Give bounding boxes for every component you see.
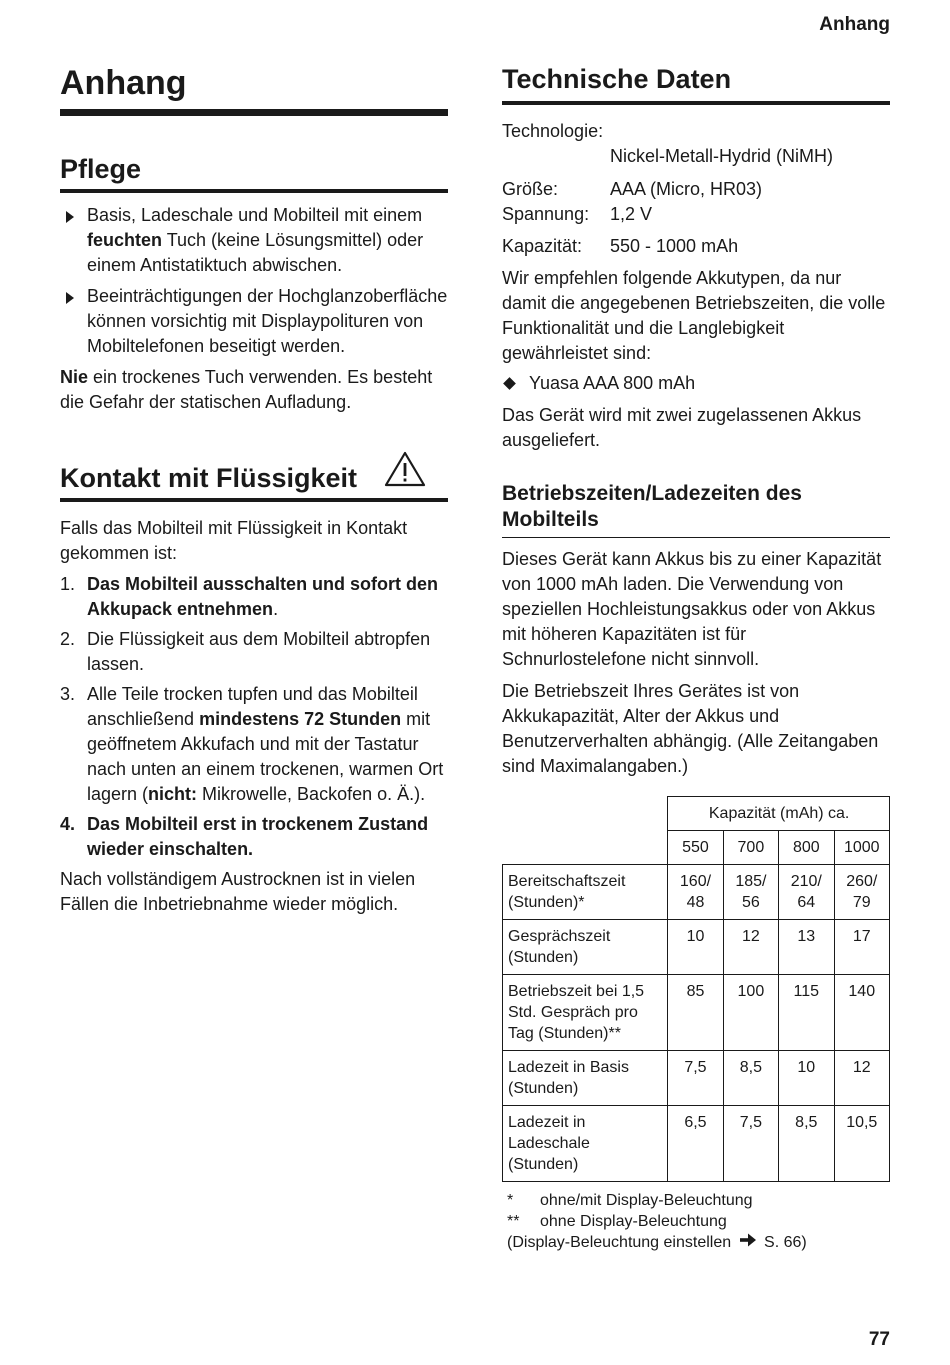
step-number: 4. <box>60 814 76 834</box>
table-cell: 160/ 48 <box>668 865 723 920</box>
list-item <box>60 284 448 359</box>
step-number: 1. <box>60 574 76 594</box>
table-cell: 8,5 <box>779 1106 834 1182</box>
table-cell: 12 <box>834 1051 889 1106</box>
table-cell: 140 <box>834 975 889 1051</box>
runtime-paragraph-2: Die Betriebszeit Ihres Gerätes ist von Akkukapazität, Alter der Akkus und Benutzerverhalten abhängig. (Alle Zeitangaben sind Maximalangaben.) <box>502 681 879 776</box>
row-label: Bereitschaftszeit (Stunden)* <box>503 865 668 920</box>
fluessigkeit-steps <box>60 572 448 862</box>
step-text: Die Flüssigkeit aus dem Mobilteil abtropfen lassen. <box>87 629 431 674</box>
table-cell: 115 <box>779 975 834 1051</box>
table-cell: 7,5 <box>723 1106 778 1182</box>
column-header: 1000 <box>834 831 889 865</box>
list-item <box>60 572 448 622</box>
bullet-text: Tuch (keine Lösungsmittel) oder einem Antistatiktuch abwischen. <box>87 230 424 275</box>
note-emphasis: Nie <box>60 367 89 387</box>
table-footnotes <box>502 1190 890 1253</box>
table-row <box>503 1106 890 1182</box>
right-column <box>502 60 890 1253</box>
battery-type: Yuasa AAA 800 mAh <box>529 373 696 393</box>
bullet-text: Beeinträchtigungen der Hochglanzoberfläche können vorsichtig mit Displaypolituren von Mobiltelefonen beseitigt werden. <box>87 286 448 356</box>
fluessigkeit-outro: Nach vollständigem Austrocknen ist in vielen Fällen die Inbetriebnahme wieder möglich. <box>60 869 416 914</box>
table-cell: 10 <box>779 1051 834 1106</box>
step-text: . <box>273 599 279 619</box>
footnote-mark: * <box>507 1192 514 1209</box>
table-cell: 10,5 <box>834 1106 889 1182</box>
left-column <box>60 60 448 917</box>
warning-icon <box>384 451 426 492</box>
table-cell: 85 <box>668 975 723 1051</box>
spec-label: Größe: <box>502 179 559 199</box>
spec-value: AAA (Micro, HR03) <box>610 179 763 199</box>
table-row <box>503 1051 890 1106</box>
section-title-betriebszeiten: Betriebszeiten/Ladezeiten des Mobilteils <box>502 481 890 538</box>
footnote <box>507 1190 890 1211</box>
table-column-header-row <box>503 831 890 865</box>
step-emphasis: Das Mobilteil ausschalten und sofort den Akkupack entnehmen <box>87 574 439 619</box>
bullet-diamond-icon <box>503 377 516 390</box>
bullet-text: Basis, Ladeschale und Mobilteil mit einem <box>87 205 423 225</box>
delivered-text: Das Gerät wird mit zwei zugelassenen Akkus ausgeliefert. <box>502 405 862 450</box>
page-title: Anhang <box>60 60 448 116</box>
table-row <box>503 865 890 920</box>
footnote-ref-text: (Display-Beleuchtung einstellen <box>507 1234 732 1251</box>
column-header: 550 <box>668 831 723 865</box>
footnote-text: ohne/mit Display-Beleuchtung <box>540 1192 753 1209</box>
column-header: 700 <box>723 831 778 865</box>
table-corner <box>503 831 668 865</box>
list-item <box>60 682 448 807</box>
spec-row-kapazitaet <box>502 234 890 259</box>
step-text: Das Mobilteil erst in trockenem Zustand wieder einschalten. <box>87 814 429 859</box>
table-cell: 10 <box>668 920 723 975</box>
note-text: ein trockenes Tuch verwenden. Es besteht die Gefahr der statischen Aufladung. <box>60 367 433 412</box>
spec-label-technologie: Technologie: <box>502 121 604 141</box>
recommend-text: Wir empfehlen folgende Akkutypen, da nur damit die angegebenen Betriebszeiten, die volle Funktionalität und die Langlebigkeit gewährleistet sind: <box>502 268 886 363</box>
table-corner <box>503 797 668 831</box>
table-row <box>503 920 890 975</box>
table-cell: 7,5 <box>668 1051 723 1106</box>
spec-list <box>502 119 890 259</box>
runtime-paragraph-1: Dieses Gerät kann Akkus bis zu einer Kapazität von 1000 mAh laden. Die Verwendung von speziellen Hochleistungsakkus oder von Akkus mit höheren Kapazitäten ist für Schnurlostelefone nicht sinnvoll. <box>502 549 882 669</box>
row-label: Gesprächszeit (Stunden) <box>503 920 668 975</box>
section-title-technische-daten: Technische Daten <box>502 60 890 105</box>
spec-value-technologie: Nickel-Metall-Hydrid (NiMH) <box>610 146 834 166</box>
row-label: Betriebszeit bei 1,5 Std. Gespräch pro Tag (Stunden)** <box>503 975 668 1051</box>
capacity-table <box>502 796 890 1182</box>
step-emphasis: mindestens 72 Stunden <box>199 709 402 729</box>
step-emphasis: nicht: <box>148 784 198 804</box>
spec-row-spannung <box>502 202 890 227</box>
page-number: 77 <box>868 1329 890 1350</box>
spec-label: Spannung: <box>502 204 590 224</box>
table-cell: 210/ 64 <box>779 865 834 920</box>
bullet-triangle-icon <box>66 211 74 223</box>
list-item <box>502 371 890 396</box>
bullet-triangle-icon <box>66 292 74 304</box>
table-cell: 6,5 <box>668 1106 723 1182</box>
pflege-list <box>60 203 448 359</box>
footnote-text: ohne Display-Beleuchtung <box>540 1213 727 1230</box>
step-text: Alle Teile trocken tupfen und das Mobilteil anschließend <box>87 684 418 729</box>
list-item <box>60 203 448 278</box>
step-text: mit geöffnetem Akkufach und mit der Tastatur nach unten an einem trockenen, warmen Ort lagern ( <box>87 709 444 804</box>
step-number: 2. <box>60 629 76 649</box>
row-label: Ladezeit in Basis (Stunden) <box>503 1051 668 1106</box>
table-group-header: Kapazität (mAh) ca. <box>668 797 890 831</box>
section-title-fluessigkeit: Kontakt mit Flüssigkeit <box>60 463 358 493</box>
footnote-reference <box>507 1232 890 1253</box>
running-header: Anhang <box>819 14 890 35</box>
step-number: 3. <box>60 684 76 704</box>
section-header-fluessigkeit <box>60 451 448 502</box>
table-cell: 8,5 <box>723 1051 778 1106</box>
footnote-mark: ** <box>507 1213 520 1230</box>
footnote <box>507 1211 890 1232</box>
table-cell: 100 <box>723 975 778 1051</box>
table-row <box>503 975 890 1051</box>
table-cell: 12 <box>723 920 778 975</box>
table-header-row <box>503 797 890 831</box>
column-header: 800 <box>779 831 834 865</box>
row-label: Ladezeit in Ladeschale (Stunden) <box>503 1106 668 1182</box>
pflege-note <box>60 365 448 415</box>
section-title-pflege: Pflege <box>60 154 448 193</box>
battery-type-list <box>502 371 890 396</box>
spec-row-groesse <box>502 177 890 202</box>
table-cell: 13 <box>779 920 834 975</box>
table-cell: 17 <box>834 920 889 975</box>
spec-value: 1,2 V <box>610 204 653 224</box>
footnote-ref-page[interactable]: S. 66) <box>764 1234 807 1251</box>
list-item <box>60 627 448 677</box>
table-cell: 260/ 79 <box>834 865 889 920</box>
list-item <box>60 812 448 862</box>
spec-value: 550 - 1000 mAh <box>610 236 739 256</box>
bullet-emphasis: feuchten <box>87 230 163 250</box>
table-cell: 185/ 56 <box>723 865 778 920</box>
arrow-right-icon <box>739 1232 757 1253</box>
fluessigkeit-intro: Falls das Mobilteil mit Flüssigkeit in Kontakt gekommen ist: <box>60 518 408 563</box>
spec-label: Kapazität: <box>502 236 583 256</box>
step-text: Mikrowelle, Backofen o. Ä.). <box>197 784 426 804</box>
